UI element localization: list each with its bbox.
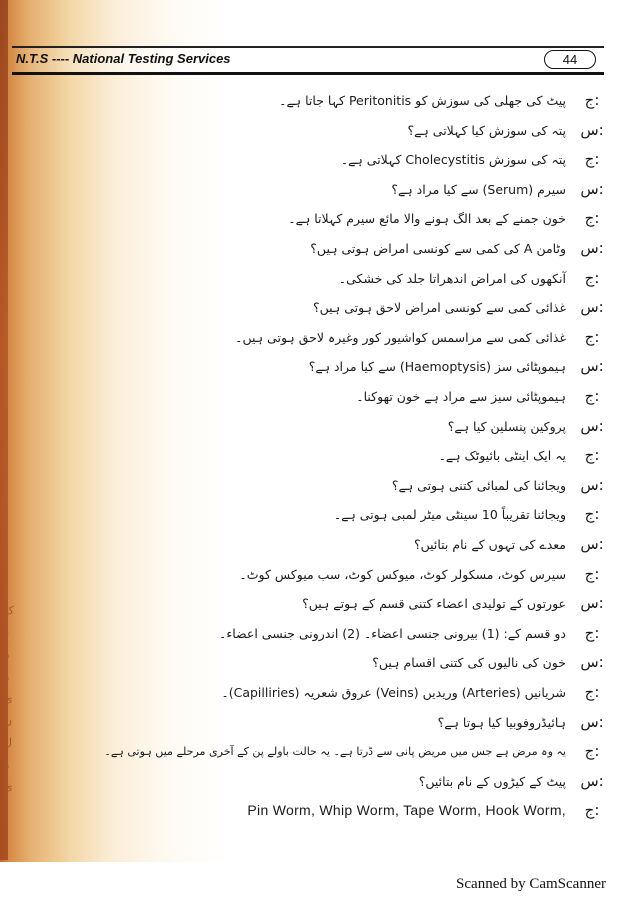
answer-text: یہ وہ مرض ہے جس میں مریض پانی سے ڈرتا ہے۔ یہ حالت باولے پن کے آخری مرحلے میں ہوتی ہے۔ (104, 745, 566, 758)
answer-marker: ج: (584, 742, 600, 760)
question-row (100, 413, 608, 440)
answer-row (100, 561, 608, 588)
answer-marker: ج: (584, 624, 600, 642)
question-row (100, 649, 608, 676)
question-marker: س: (580, 417, 604, 435)
scanner-watermark: Scanned by CamScanner (456, 876, 606, 892)
answer-marker: ج: (584, 683, 600, 701)
answer-text: دو قسم کے: (1) بیرونی جنسی اعضاء۔ (2) اندرونی جنسی اعضاء۔ (219, 626, 566, 641)
answer-marker: ج: (584, 209, 600, 227)
question-text: پیٹ کے کیڑوں کے نام بتائیں؟ (418, 774, 566, 789)
answer-row (100, 620, 608, 647)
answer-text: پیٹ کی جھلی کی سوزش کو Peritonitis کہا جاتا ہے۔ (279, 93, 566, 108)
answer-text: یہ ایک اینٹی بائیوٹک ہے۔ (438, 448, 566, 463)
question-marker: س: (580, 594, 604, 612)
answer-marker: ج: (584, 91, 600, 109)
question-marker: س: (580, 713, 604, 731)
header-title: N.T.S ---- National Testing Services (16, 51, 231, 66)
question-text: معدے کی تہوں کے نام بتائیں؟ (413, 537, 566, 552)
question-row (100, 590, 608, 617)
question-row (100, 176, 608, 203)
bleed-through-marks: ک ڈ ر و ی ں ل و ی (4, 604, 14, 793)
answer-text: غذائی کمی سے مراسمس کواشیور کور وغیرہ لاحق ہوتی ہیں۔ (235, 330, 566, 345)
question-marker: س: (580, 180, 604, 198)
answer-marker: ج: (584, 505, 600, 523)
question-row (100, 709, 608, 736)
question-row (100, 294, 608, 321)
question-row (100, 117, 608, 144)
answer-text: آنکھوں کی امراض اندھراتا جلد کی خشکی۔ (338, 271, 566, 286)
answer-marker: ج: (584, 328, 600, 346)
answer-text: ویجائنا تقریباً 10 سینٹی میٹر لمبی ہوتی ہے۔ (333, 507, 566, 522)
question-text: غذائی کمی سے کونسی امراض لاحق ہوتی ہیں؟ (313, 300, 566, 315)
question-text: پتہ کی سوزش کیا کہلاتی ہے؟ (407, 123, 566, 138)
answer-marker: ج: (584, 150, 600, 168)
answer-text: خون جمنے کے بعد الگ ہونے والا مائع سیرم کہلاتا ہے۔ (288, 211, 566, 226)
question-marker: س: (580, 357, 604, 375)
question-text: ہائیڈروفوبیا کیا ہوتا ہے؟ (437, 715, 566, 730)
question-marker: س: (580, 772, 604, 790)
answer-row (100, 324, 608, 351)
question-marker: س: (580, 298, 604, 316)
answer-row (100, 442, 608, 469)
page-number-badge: 44 (544, 50, 596, 69)
answer-row (100, 205, 608, 232)
question-marker: س: (580, 535, 604, 553)
question-text: پروکین پنسلین کیا ہے؟ (447, 419, 566, 434)
question-marker: س: (580, 239, 604, 257)
question-text: ویجائنا کی لمبائی کتنی ہوتی ہے؟ (391, 478, 566, 493)
answer-row (100, 146, 608, 173)
answer-text: سیرس کوٹ، مسکولر کوٹ، میوکس کوٹ، سب میوکس کوٹ۔ (239, 567, 566, 582)
answer-row (100, 501, 608, 528)
question-text: وٹامن A کی کمی سے کونسی امراض ہوتی ہیں؟ (310, 241, 566, 256)
answer-marker: ج: (584, 801, 600, 819)
question-marker: س: (580, 653, 604, 671)
question-row (100, 768, 608, 795)
answer-text: ہیموپٹائی سیز سے مراد ہے خون تھوکنا۔ (356, 389, 566, 404)
answer-marker: ج: (584, 269, 600, 287)
answer-row (100, 797, 608, 824)
answer-text: Pin Worm, Whip Worm, Tape Worm, Hook Worm, (247, 802, 566, 818)
question-row (100, 472, 608, 499)
page-header (12, 46, 604, 75)
answer-marker: ج: (584, 565, 600, 583)
answer-row (100, 265, 608, 292)
question-marker: س: (580, 476, 604, 494)
question-text: ہیموپٹائی سز (Haemoptysis) سے کیا مراد ہے؟ (308, 359, 566, 374)
question-text: سیرم (Serum) سے کیا مراد ہے؟ (391, 182, 566, 197)
answer-row (100, 679, 608, 706)
question-text: عورتوں کے تولیدی اعضاء کتنی قسم کے ہوتے ہیں؟ (302, 596, 566, 611)
question-text: خون کی نالیوں کی کتنی اقسام ہیں؟ (372, 655, 566, 670)
answer-text: پتہ کی سوزش Cholecystitis کہلاتی ہے۔ (340, 152, 566, 167)
question-marker: س: (580, 121, 604, 139)
answer-row (100, 87, 608, 114)
answer-row (100, 738, 608, 765)
question-row (100, 353, 608, 380)
answer-text: شریانیں (Arteries) وریدیں (Veins) عروق شعریہ (Capilliries)۔ (221, 685, 566, 700)
answer-row (100, 383, 608, 410)
question-row (100, 531, 608, 558)
question-row (100, 235, 608, 262)
answer-marker: ج: (584, 446, 600, 464)
answer-marker: ج: (584, 387, 600, 405)
